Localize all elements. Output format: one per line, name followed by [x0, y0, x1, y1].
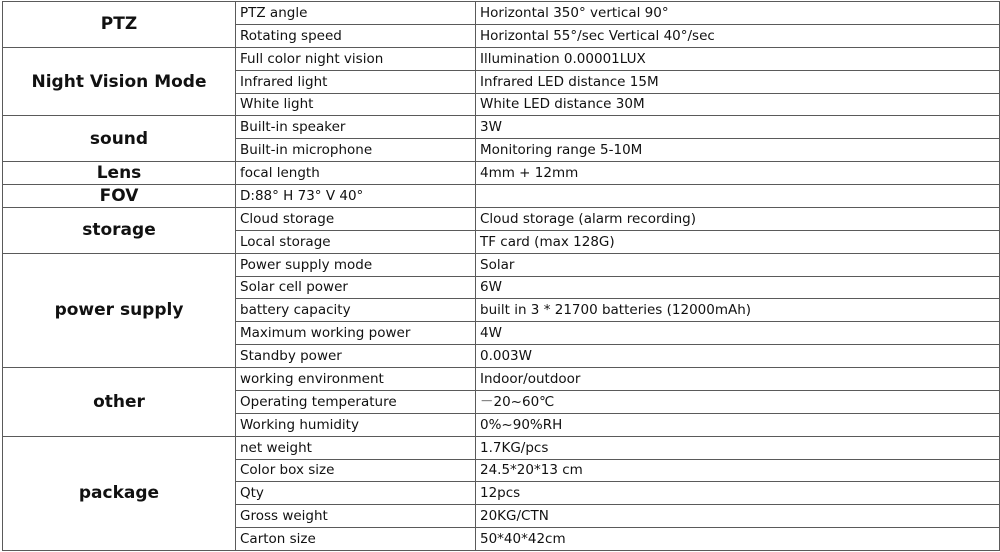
spec-value-cell: Monitoring range 5-10M: [476, 139, 1000, 162]
table-row: [3, 162, 1000, 185]
spec-value-cell: 0%~90%RH: [476, 413, 1000, 436]
spec-label-cell: Infrared light: [236, 70, 476, 93]
spec-label-cell: PTZ angle: [236, 2, 476, 25]
spec-value-cell: 3W: [476, 116, 1000, 139]
spec-label-cell: Built-in speaker: [236, 116, 476, 139]
spec-label-cell: Color box size: [236, 459, 476, 482]
table-row: [3, 47, 1000, 70]
table-row: [3, 207, 1000, 230]
category-cell: Night Vision Mode: [3, 47, 236, 116]
spec-label-cell: Full color night vision: [236, 47, 476, 70]
spec-label-cell: Carton size: [236, 528, 476, 551]
spec-value-cell: built in 3 * 21700 batteries (12000mAh): [476, 299, 1000, 322]
spec-value-cell: [476, 185, 1000, 208]
category-cell: PTZ: [3, 2, 236, 48]
spec-label-cell: Operating temperature: [236, 390, 476, 413]
spec-label-cell: Cloud storage: [236, 207, 476, 230]
spec-table: [2, 1, 1000, 551]
spec-value-cell: White LED distance 30M: [476, 93, 1000, 116]
spec-value-cell: TF card (max 128G): [476, 230, 1000, 253]
table-row: [3, 253, 1000, 276]
spec-value-cell: 20KG/CTN: [476, 505, 1000, 528]
spec-value-cell: 0.003W: [476, 345, 1000, 368]
table-row: [3, 368, 1000, 391]
spec-table-body: [3, 2, 1000, 551]
spec-label-cell: Working humidity: [236, 413, 476, 436]
spec-value-cell: 6W: [476, 276, 1000, 299]
category-cell: sound: [3, 116, 236, 162]
table-row: [3, 116, 1000, 139]
spec-value-cell: 4mm + 12mm: [476, 162, 1000, 185]
spec-label-cell: Standby power: [236, 345, 476, 368]
spec-value-cell: 12pcs: [476, 482, 1000, 505]
spec-label-cell: focal length: [236, 162, 476, 185]
spec-label-cell: Power supply mode: [236, 253, 476, 276]
spec-value-cell: Indoor/outdoor: [476, 368, 1000, 391]
spec-value-cell: Horizontal 55°/sec Vertical 40°/sec: [476, 24, 1000, 47]
table-row: [3, 436, 1000, 459]
spec-label-cell: Qty: [236, 482, 476, 505]
spec-label-cell: Gross weight: [236, 505, 476, 528]
spec-value-cell: 50*40*42cm: [476, 528, 1000, 551]
spec-value-cell: Solar: [476, 253, 1000, 276]
spec-value-cell: Infrared LED distance 15M: [476, 70, 1000, 93]
spec-value-cell: 24.5*20*13 cm: [476, 459, 1000, 482]
spec-value-cell: Horizontal 350° vertical 90°: [476, 2, 1000, 25]
spec-label-cell: Local storage: [236, 230, 476, 253]
spec-label-cell: D:88° H 73° V 40°: [236, 185, 476, 208]
category-cell: storage: [3, 207, 236, 253]
spec-label-cell: Rotating speed: [236, 24, 476, 47]
spec-label-cell: Built-in microphone: [236, 139, 476, 162]
category-cell: FOV: [3, 185, 236, 208]
table-row: [3, 185, 1000, 208]
spec-value-cell: 4W: [476, 322, 1000, 345]
spec-value-cell: Illumination 0.00001LUX: [476, 47, 1000, 70]
spec-label-cell: battery capacity: [236, 299, 476, 322]
spec-label-cell: Solar cell power: [236, 276, 476, 299]
spec-label-cell: White light: [236, 93, 476, 116]
category-cell: other: [3, 368, 236, 437]
spec-value-cell: 1.7KG/pcs: [476, 436, 1000, 459]
spec-label-cell: Maximum working power: [236, 322, 476, 345]
table-row: [3, 2, 1000, 25]
category-cell: package: [3, 436, 236, 550]
spec-value-cell: －20~60℃: [476, 390, 1000, 413]
spec-label-cell: net weight: [236, 436, 476, 459]
spec-value-cell: Cloud storage (alarm recording): [476, 207, 1000, 230]
category-cell: Lens: [3, 162, 236, 185]
spec-label-cell: working environment: [236, 368, 476, 391]
category-cell: power supply: [3, 253, 236, 367]
